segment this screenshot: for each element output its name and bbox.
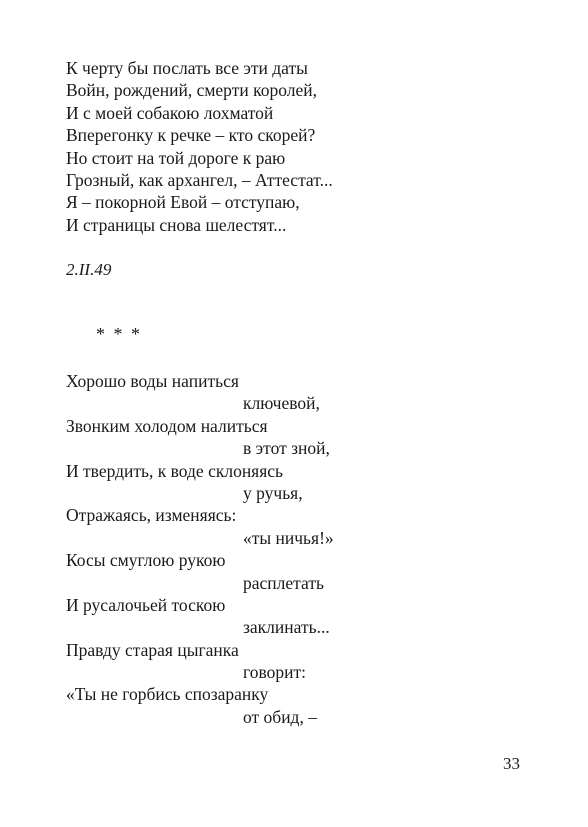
poem-line-indented: «ты ничья!» xyxy=(243,527,334,548)
poem-line: Но стоит на той дороге к раю xyxy=(66,147,286,168)
poem-line-indented: ключевой, xyxy=(243,393,320,414)
poem-line: Хорошо воды напиться xyxy=(66,371,239,391)
poem-date: 2.II.49 xyxy=(66,260,112,279)
poem-line: Войн, рождений, смерти королей, xyxy=(66,80,317,101)
poem-line-indented: говорит: xyxy=(243,662,307,683)
page-number: 33 xyxy=(503,754,520,773)
poem-first xyxy=(66,57,526,236)
poem-line: И русалочьей тоскою xyxy=(66,594,226,615)
poem-line: Звонким холодом налиться xyxy=(66,415,268,436)
poem-line: Косы смуглою рукою xyxy=(66,550,226,571)
poem-line-indented: от обид, – xyxy=(243,706,317,727)
poem-line: Грозный, как архангел, – Аттестат... xyxy=(66,169,333,190)
poem-line: И страницы снова шелестят... xyxy=(66,214,287,235)
poem-second xyxy=(66,370,526,728)
poem-line: «Ты не горбись спозаранку xyxy=(66,684,269,705)
poem-line: К черту бы послать все эти даты xyxy=(66,58,308,78)
poem-line: Отражаясь, изменяясь: xyxy=(66,505,237,526)
poem-line: Правду старая цыганка xyxy=(66,639,239,660)
poem-line: Я – покорной Евой – отступаю, xyxy=(66,192,300,213)
section-separator: * * * xyxy=(96,324,142,344)
poem-line: Вперегонку к речке – кто скорей? xyxy=(66,125,316,146)
poem-line: И твердить, к воде склоняясь xyxy=(66,460,284,481)
poem-line-indented: расплетать xyxy=(243,572,324,593)
poem-line-indented: у ручья, xyxy=(243,482,303,503)
poem-line-indented: заклинать... xyxy=(243,617,330,638)
poem-line-indented: в этот зной, xyxy=(243,438,330,459)
poem-line: И с моей собакою лохматой xyxy=(66,102,274,123)
